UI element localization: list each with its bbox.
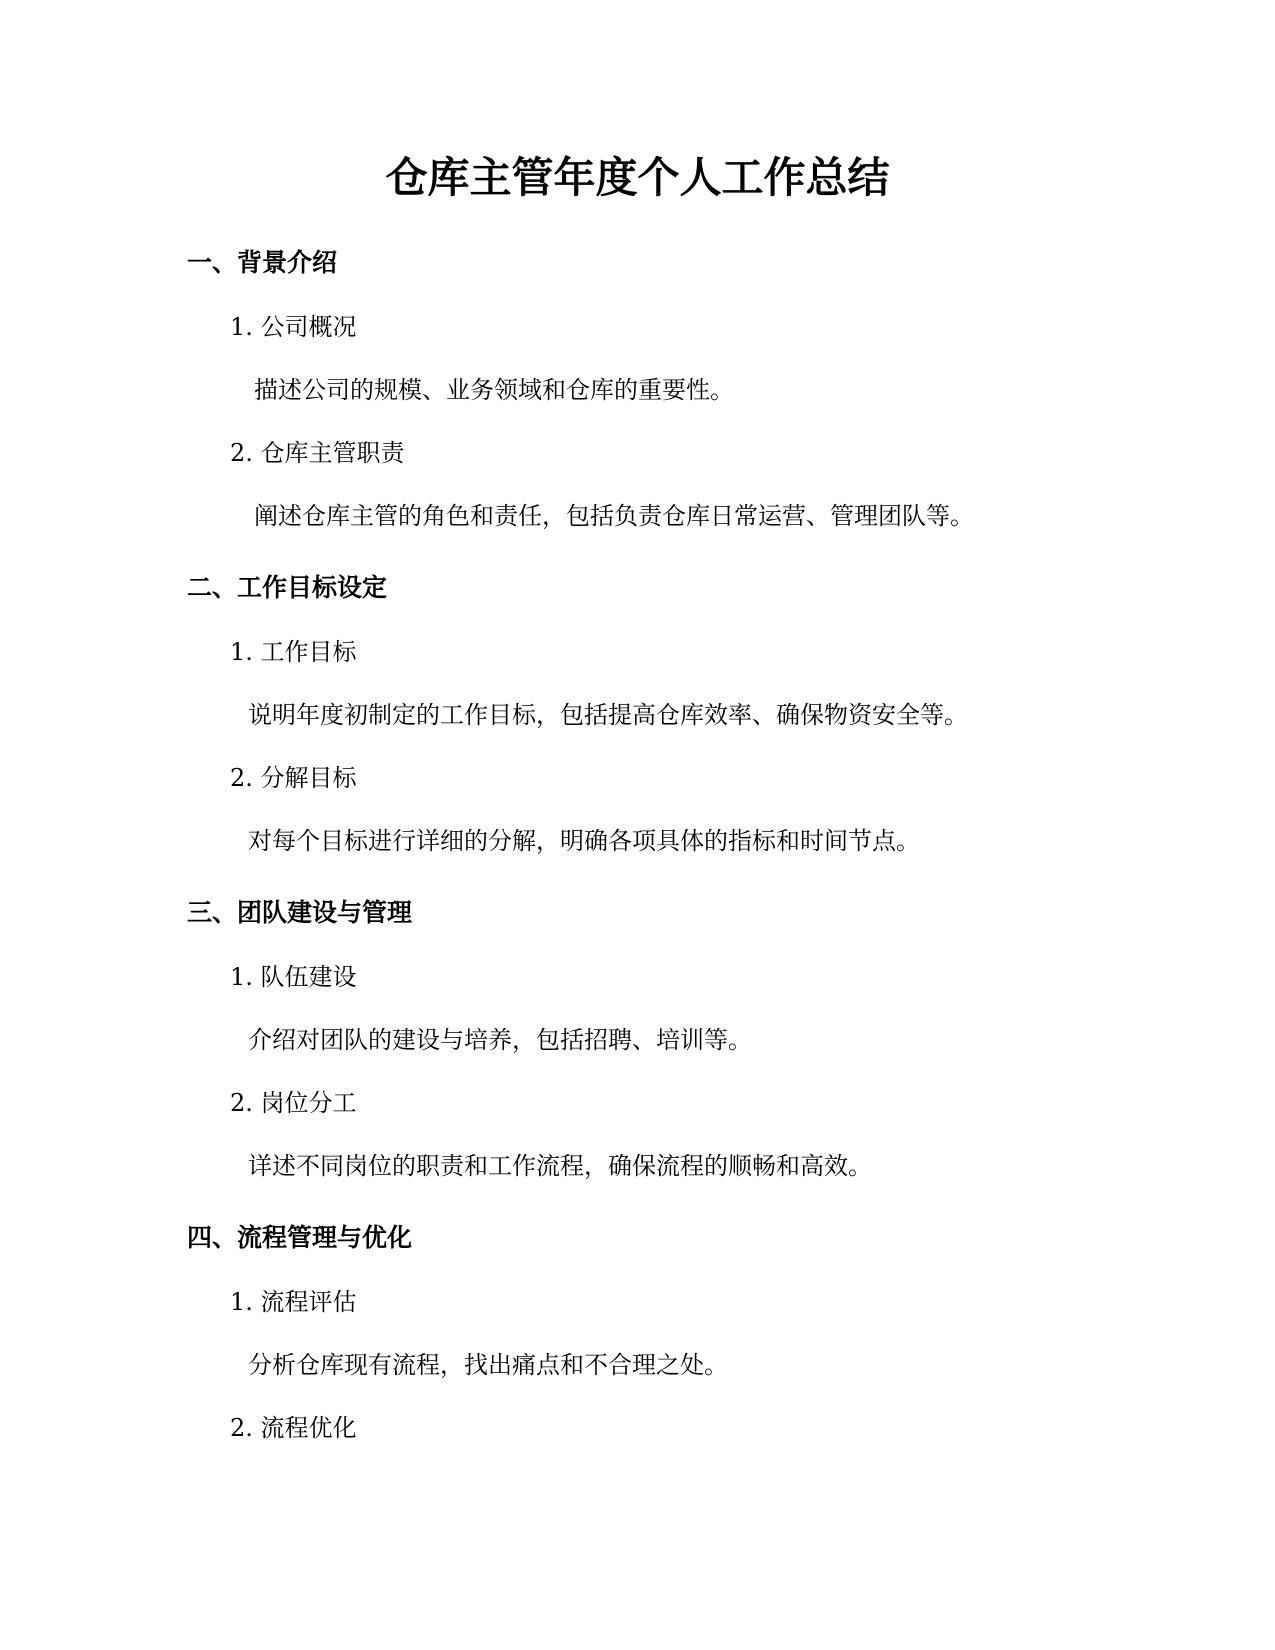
section-heading-team-management: 三、团队建设与管理 <box>187 898 413 927</box>
item-label-goal-breakdown: 2. 分解目标 <box>230 764 357 792</box>
item-desc-company-overview: 描述公司的规模、业务领域和仓库的重要性。 <box>254 376 734 404</box>
section-heading-process-management: 四、流程管理与优化 <box>187 1223 413 1252</box>
section-heading-background: 一、背景介绍 <box>187 248 338 277</box>
section-heading-goal-setting: 二、工作目标设定 <box>187 573 388 602</box>
item-desc-goal-breakdown: 对每个目标进行详细的分解，明确各项具体的指标和时间节点。 <box>248 827 920 855</box>
item-label-process-assessment: 1. 流程评估 <box>230 1288 357 1316</box>
item-label-role-division: 2. 岗位分工 <box>230 1089 357 1117</box>
item-desc-role-division: 详述不同岗位的职责和工作流程，确保流程的顺畅和高效。 <box>248 1152 872 1180</box>
item-label-supervisor-duties: 2. 仓库主管职责 <box>230 439 405 467</box>
item-label-team-building: 1. 队伍建设 <box>230 963 357 991</box>
item-label-process-optimization: 2. 流程优化 <box>230 1414 357 1442</box>
item-desc-work-goals: 说明年度初制定的工作目标，包括提高仓库效率、确保物资安全等。 <box>248 701 968 729</box>
item-desc-process-assessment: 分析仓库现有流程，找出痛点和不合理之处。 <box>248 1351 728 1379</box>
item-desc-team-building: 介绍对团队的建设与培养，包括招聘、培训等。 <box>248 1026 752 1054</box>
item-label-company-overview: 1. 公司概况 <box>230 313 357 341</box>
item-desc-supervisor-duties: 阐述仓库主管的角色和责任，包括负责仓库日常运营、管理团队等。 <box>254 502 974 530</box>
item-label-work-goals: 1. 工作目标 <box>230 638 357 666</box>
document-title: 仓库主管年度个人工作总结 <box>385 153 890 202</box>
